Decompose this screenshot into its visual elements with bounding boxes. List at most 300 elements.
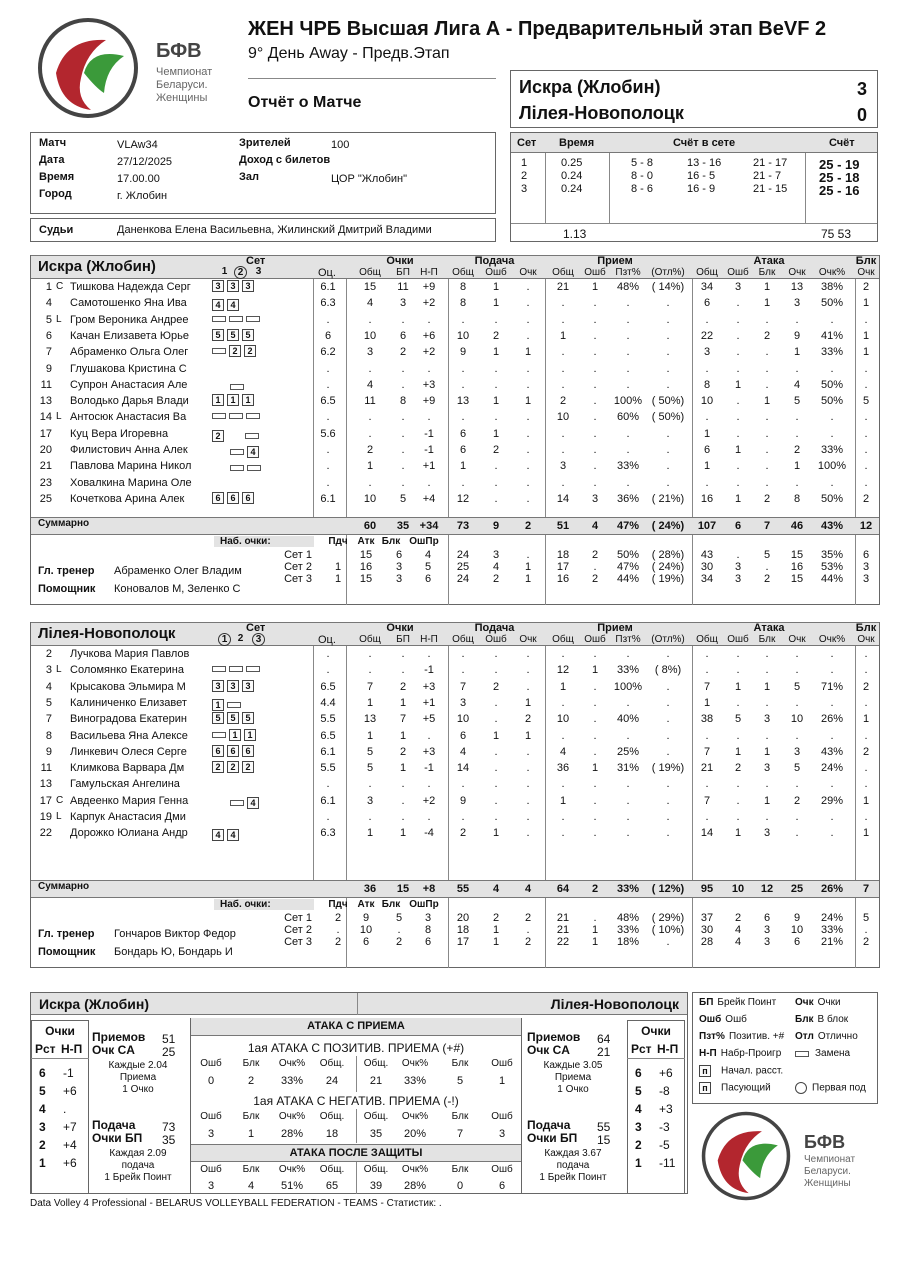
- player-stat: +5: [422, 713, 436, 726]
- player-stat: .: [795, 362, 799, 375]
- player-stat: .: [494, 378, 498, 391]
- player-stat: 11: [397, 281, 409, 293]
- player-stat: -1: [424, 444, 434, 456]
- player-stat: -1: [424, 762, 434, 775]
- set-stat: 21: [556, 924, 570, 936]
- set-stat: 3: [395, 561, 403, 573]
- set-label: Сет 1: [284, 912, 312, 924]
- player-stat: .: [561, 778, 565, 791]
- player-name: Климкова Варвара Дм: [70, 762, 185, 775]
- sets-row-3-col-1: 0.24: [561, 183, 583, 195]
- player-stat: .: [864, 778, 868, 791]
- player-set-boxes: [212, 492, 257, 504]
- nab-header: Блк: [381, 536, 401, 547]
- player-stat: .: [765, 362, 769, 375]
- set-stat: 6: [395, 549, 403, 561]
- player-stat: .: [705, 411, 709, 424]
- attack-header: Общ.: [319, 1058, 345, 1069]
- city-label: Город: [39, 188, 72, 200]
- sets-row-2-col-0: 2: [521, 170, 528, 182]
- divider: [356, 1162, 357, 1194]
- sets-row-3-col-5: 25 - 16: [819, 183, 860, 198]
- player-stat: .: [401, 648, 405, 660]
- sets-col-score: Счёт: [829, 137, 855, 149]
- player-stat: .: [626, 444, 630, 456]
- player-stat: .: [593, 794, 597, 807]
- player-name: Глушакова Кристина С: [70, 362, 187, 375]
- attack-header: Блк: [451, 1164, 469, 1175]
- player-stat: 5: [793, 762, 801, 775]
- player-stat: .: [526, 362, 530, 375]
- set-stat: 6: [862, 549, 870, 561]
- player-stat: .: [666, 378, 670, 391]
- home-rotation-rst: Рст: [35, 1042, 56, 1056]
- player-stat: 13: [790, 281, 804, 293]
- player-stat: 36: [556, 762, 570, 775]
- coach-name: Гончаров Виктор Федор: [114, 928, 236, 940]
- set-stat: 20: [456, 912, 470, 924]
- col-header-12: Блк: [758, 267, 776, 278]
- player-stat: .: [666, 313, 670, 326]
- player-rating: .: [326, 444, 330, 456]
- player-stat: .: [427, 648, 431, 660]
- player-stat: .: [494, 713, 498, 726]
- player-stat: 1: [703, 696, 711, 709]
- attack-neg-value: 7: [456, 1128, 464, 1140]
- player-stat: .: [864, 444, 868, 456]
- player-stat: .: [494, 664, 498, 677]
- starting-position: 3: [227, 680, 239, 692]
- player-stat: .: [765, 313, 769, 326]
- player-stat: 1: [734, 745, 742, 758]
- player-stat: 1: [793, 346, 801, 359]
- player-number: 22: [39, 827, 52, 840]
- player-name: Лучкова Мария Павлов: [70, 648, 190, 660]
- player-stat: 1: [492, 827, 500, 840]
- player-stat: +4: [422, 492, 436, 505]
- player-stat: .: [526, 762, 530, 775]
- player-stat: .: [795, 811, 799, 823]
- player-number: 3: [45, 664, 52, 677]
- starting-position: 6: [227, 492, 239, 504]
- player-stat: .: [494, 811, 498, 823]
- empty-set: [230, 647, 245, 659]
- player-stat: .: [795, 648, 799, 660]
- home-rotation-rotation: 3: [39, 1120, 46, 1134]
- substitution-marker: [247, 465, 261, 471]
- player-rating: .: [326, 362, 330, 375]
- attack-neg-title: 1ая АТАКА С НЕГАТИВ. ПРИЕМА (-!): [253, 1094, 459, 1108]
- attack-neg-value: 1: [247, 1128, 255, 1140]
- player-stat: .: [526, 827, 530, 840]
- attack-header: Ошб: [200, 1058, 222, 1069]
- set-stat: 15: [359, 573, 373, 585]
- player-stat: 3: [366, 794, 374, 807]
- player-stat: 3: [559, 460, 567, 473]
- set-stat: .: [593, 912, 597, 924]
- player-stat: .: [494, 313, 498, 326]
- player-stat: .: [561, 362, 565, 375]
- player-stat: 13: [456, 395, 470, 408]
- player-set-boxes: [212, 761, 257, 773]
- assistant-label: Помощник: [38, 946, 96, 958]
- player-stat: 60%: [616, 411, 640, 424]
- sets-row-2-col-5: 25 - 18: [819, 170, 860, 185]
- footer-logo-main: БФВ: [804, 1132, 846, 1152]
- set-stat: 43: [700, 549, 714, 561]
- nab-header: ОшПр: [409, 899, 439, 910]
- empty-set: [230, 810, 245, 822]
- legend-box: [692, 992, 878, 1104]
- home-rotation-np-value: +7: [63, 1120, 77, 1134]
- set-stat: 6: [793, 936, 801, 948]
- page-subtitle: 9° День Away - Предв.Этап: [248, 45, 450, 62]
- player-stat: +3: [422, 745, 436, 758]
- player-stat: .: [864, 476, 868, 489]
- player-stat: 1: [734, 378, 742, 391]
- player-stat: .: [830, 811, 834, 823]
- attack-def-value: 6: [498, 1180, 506, 1192]
- player-stat: .: [561, 297, 565, 310]
- home-rotation-rotation: 4: [39, 1102, 46, 1116]
- player-stat: .: [626, 696, 630, 709]
- player-stat: .: [864, 378, 868, 391]
- set-stat: 21%: [820, 936, 844, 948]
- starting-position: 1: [229, 729, 241, 741]
- set-stat: 2: [591, 549, 599, 561]
- player-set-boxes: [212, 745, 257, 757]
- player-stat: .: [401, 460, 405, 473]
- starting-position: 4: [247, 797, 259, 809]
- set-stat: 10: [359, 924, 373, 936]
- away-every2: Приема: [554, 1072, 592, 1083]
- player-stat: .: [526, 444, 530, 456]
- set-stat: 2: [334, 912, 342, 924]
- player-stat: .: [626, 378, 630, 391]
- set-label: Сет 2: [284, 561, 312, 573]
- starting-position: 5: [242, 712, 254, 724]
- player-stat: .: [626, 329, 630, 342]
- player-stat: .: [795, 664, 799, 677]
- away-rotation-rotation: 6: [635, 1066, 642, 1080]
- player-stat: 5: [366, 745, 374, 758]
- set-stat: 16: [790, 561, 804, 573]
- player-stat: .: [526, 313, 530, 326]
- away-rotation-np-value: -3: [659, 1120, 670, 1134]
- summary-stat: 6: [734, 520, 742, 532]
- player-stat: 9: [459, 794, 467, 807]
- home-rotation-rotation: 5: [39, 1084, 46, 1098]
- player-stat: 15: [363, 281, 377, 293]
- empty-set: [242, 296, 257, 308]
- nab-header: Блк: [381, 899, 401, 910]
- player-stat: 1: [703, 460, 711, 473]
- player-stat: 10: [790, 713, 804, 726]
- player-stat: 6: [399, 329, 407, 342]
- attack-pos-value: 33%: [403, 1075, 427, 1087]
- home-ca-label: Очк CA: [92, 1043, 135, 1057]
- player-set-boxes: [212, 712, 257, 724]
- player-stat: 5: [734, 713, 742, 726]
- col-oc: Оц.: [318, 267, 336, 279]
- set-number-1: 1: [221, 266, 228, 277]
- legend-desc: В блок: [817, 1014, 849, 1025]
- player-stat: .: [368, 313, 372, 326]
- player-stat: .: [736, 648, 740, 660]
- player-stat: .: [427, 411, 431, 424]
- score-away-name: Лілея-Новополоцк: [519, 103, 684, 123]
- player-stat: .: [526, 411, 530, 424]
- set-stat: 5: [424, 561, 432, 573]
- attack-header: Очк%: [278, 1111, 306, 1122]
- player-stat: .: [666, 778, 670, 791]
- player-stat: -4: [424, 827, 434, 840]
- sets-row-2-col-1: 0.24: [561, 170, 583, 182]
- player-number: 4: [45, 680, 52, 693]
- player-stat: 1: [492, 346, 500, 359]
- date-label: Дата: [39, 154, 65, 166]
- score-away-sets: 0: [856, 105, 867, 125]
- attack-def-value: 51%: [280, 1180, 304, 1192]
- set-stat: .: [593, 561, 597, 573]
- set-stat: 30: [700, 561, 714, 573]
- player-stat: .: [401, 313, 405, 326]
- referees-label: Судьи: [39, 224, 74, 236]
- starting-position: 3: [212, 280, 224, 292]
- player-stat: .: [864, 313, 868, 326]
- player-stat: .: [830, 729, 834, 742]
- col-header-0: Общ: [359, 267, 381, 278]
- attack-pos-value: 24: [325, 1075, 339, 1087]
- player-set-boxes: [212, 410, 263, 422]
- substitution-marker: [229, 316, 243, 322]
- set-stat: .: [765, 561, 769, 573]
- player-stat: 1: [399, 696, 407, 709]
- player-number: 17: [39, 794, 52, 807]
- player-stat: 50%: [820, 378, 844, 391]
- away-every: Каждые 3.05: [543, 1060, 603, 1071]
- summary-stat: ( 12%): [651, 883, 685, 895]
- summary-stat: 15: [396, 883, 410, 895]
- starting-position: 3: [227, 280, 239, 292]
- attack-header: Ошб: [200, 1111, 222, 1122]
- legend-key: Блк: [795, 1014, 814, 1025]
- player-stat: 2: [524, 713, 532, 726]
- set-stat: 4: [734, 924, 742, 936]
- player-stat: 2: [399, 745, 407, 758]
- nab-header: Атк: [357, 536, 375, 547]
- starting-position: 1: [242, 394, 254, 406]
- player-rating: .: [326, 778, 330, 791]
- away-serve-label: Подача: [527, 1118, 571, 1132]
- set-stat: 3: [395, 573, 403, 585]
- player-set-boxes: [212, 680, 257, 692]
- summary-stat: +8: [422, 883, 436, 895]
- player-stat: .: [864, 427, 868, 440]
- set-stat: 2: [334, 936, 342, 948]
- set-stat: 6: [424, 936, 432, 948]
- player-stat: +2: [422, 346, 436, 359]
- player-stat: .: [705, 729, 709, 742]
- player-stat: 6: [703, 444, 711, 456]
- set-stat: 9: [793, 912, 801, 924]
- empty-set: [248, 810, 263, 822]
- empty-set: [247, 378, 262, 390]
- empty-set: [212, 476, 227, 488]
- player-stat: 1: [763, 297, 771, 310]
- home-rotation-np-value: -1: [63, 1066, 74, 1080]
- legend-desc: Замена: [815, 1048, 851, 1059]
- set-stat: 35%: [820, 549, 844, 561]
- legend-item: [699, 1048, 781, 1059]
- empty-set: [212, 777, 227, 789]
- player-stat: .: [368, 427, 372, 440]
- player-stat: ( 8%): [654, 664, 682, 677]
- legend-item: [795, 997, 841, 1008]
- player-stat: 10: [556, 713, 570, 726]
- set-stat: 22: [556, 936, 570, 948]
- summary-stat: 36: [363, 883, 377, 895]
- player-stat: .: [526, 492, 530, 505]
- player-stat: +9: [422, 395, 436, 408]
- starting-position: 6: [242, 745, 254, 757]
- player-stat: .: [561, 729, 565, 742]
- set-stat: 17: [456, 936, 470, 948]
- summary-stat: 7: [862, 883, 870, 895]
- player-stat: 38: [700, 713, 714, 726]
- set-stat: 3: [734, 573, 742, 585]
- player-stat: 2: [862, 281, 870, 293]
- footer-text: Data Volley 4 Professional - BELARUS VOLLEYBALL FEDERATION - TEAMS - Статистик: .: [30, 1198, 442, 1209]
- player-stat: .: [561, 648, 565, 660]
- attack-pos-value: 1: [498, 1075, 506, 1087]
- starting-position: 6: [242, 492, 254, 504]
- player-set-boxes: [212, 663, 263, 675]
- set-stat: 15: [790, 573, 804, 585]
- col-header-1: БП: [396, 634, 410, 645]
- set-stat: 5: [395, 912, 403, 924]
- coach-label: Гл. тренер: [38, 565, 95, 577]
- player-stat: .: [494, 778, 498, 791]
- player-stat: .: [368, 811, 372, 823]
- player-stat: ( 50%): [651, 411, 685, 424]
- col-header-2: Н-П: [420, 267, 438, 278]
- player-stat: .: [461, 378, 465, 391]
- player-stat: .: [593, 362, 597, 375]
- attack-neg-value: 35: [369, 1128, 383, 1140]
- player-stat: .: [765, 664, 769, 677]
- away-sevry: Каждая 3.67: [544, 1148, 602, 1159]
- col-oc: Оц.: [318, 634, 336, 646]
- player-stat: 7: [399, 713, 407, 726]
- player-stat: .: [461, 664, 465, 677]
- set-stat: 53%: [820, 561, 844, 573]
- set-stat: 15: [359, 549, 373, 561]
- empty-set: [248, 647, 263, 659]
- player-stat: .: [830, 427, 834, 440]
- player-set-boxes: [212, 378, 265, 393]
- player-stat: .: [593, 696, 597, 709]
- player-stat: .: [526, 778, 530, 791]
- group-label-4: Блк: [855, 255, 877, 267]
- player-set-boxes: [212, 313, 263, 325]
- player-stat: 6: [703, 297, 711, 310]
- player-stat: .: [561, 313, 565, 326]
- player-stat: .: [526, 427, 530, 440]
- set-stat: 4: [734, 936, 742, 948]
- player-role: C: [56, 794, 64, 806]
- away-rotation-rotation: 1: [635, 1156, 642, 1170]
- player-stat: .: [494, 648, 498, 660]
- starting-position: 2: [212, 430, 224, 442]
- set-number-2: 2: [234, 266, 247, 279]
- player-stat: 2: [399, 680, 407, 693]
- player-stat: 33%: [616, 664, 640, 677]
- player-stat: .: [830, 827, 834, 840]
- player-number: 5: [45, 313, 52, 326]
- legend-item: [699, 1065, 783, 1077]
- set-stat: 2: [862, 936, 870, 948]
- summary-stat: 4: [591, 520, 599, 532]
- home-serve-label: Подача: [92, 1118, 136, 1132]
- player-stat: +2: [422, 297, 436, 310]
- col-header-3: Общ: [452, 634, 474, 645]
- home-every3: 1 Очко: [122, 1084, 154, 1095]
- player-stat: 1: [492, 297, 500, 310]
- set-stat: .: [864, 924, 868, 936]
- player-stat: .: [864, 648, 868, 660]
- sets-table: [510, 132, 878, 242]
- set-stat: 34: [700, 573, 714, 585]
- player-set-boxes: [212, 777, 266, 792]
- col-header-15: Очк: [857, 267, 875, 278]
- set-stat: 30: [700, 924, 714, 936]
- player-stat: 2: [559, 395, 567, 408]
- player-number: 13: [39, 778, 52, 791]
- group-label-0: Очки: [386, 622, 414, 634]
- summary-stat: ( 24%): [651, 520, 685, 532]
- player-stat: 12: [556, 664, 570, 677]
- player-stat: 33%: [820, 444, 844, 456]
- player-name: Абраменко Ольга Олег: [70, 346, 189, 359]
- starting-position: 4: [227, 299, 239, 311]
- player-name: Ховалкина Марина Оле: [70, 476, 192, 489]
- summary-stat: 60: [363, 520, 377, 532]
- player-stat: .: [736, 476, 740, 489]
- player-rating: .: [326, 664, 330, 677]
- attack-header: Блк: [451, 1111, 469, 1122]
- player-stat: .: [593, 680, 597, 693]
- player-number: 11: [40, 762, 52, 775]
- attack-def-title: АТАКА ПОСЛЕ ЗАЩИТЫ: [191, 1144, 521, 1162]
- player-name: Дорожко Юлиана Андр: [70, 827, 188, 840]
- starting-position: 1: [244, 729, 256, 741]
- player-stat: .: [593, 476, 597, 489]
- empty-set: [230, 476, 245, 488]
- home-sevry2: подача: [121, 1160, 155, 1171]
- player-rating: .: [326, 648, 330, 660]
- player-stat: 3: [763, 713, 771, 726]
- player-stat: .: [626, 427, 630, 440]
- summary-stat: 7: [763, 520, 771, 532]
- player-stat: .: [401, 794, 405, 807]
- player-stat: 38%: [820, 281, 844, 293]
- player-stat: 1: [862, 794, 870, 807]
- player-name: Кочеткова Арина Алек: [70, 492, 185, 505]
- player-set-boxes: [212, 647, 266, 662]
- player-stat: 5: [862, 395, 870, 408]
- player-stat: 6: [459, 444, 467, 456]
